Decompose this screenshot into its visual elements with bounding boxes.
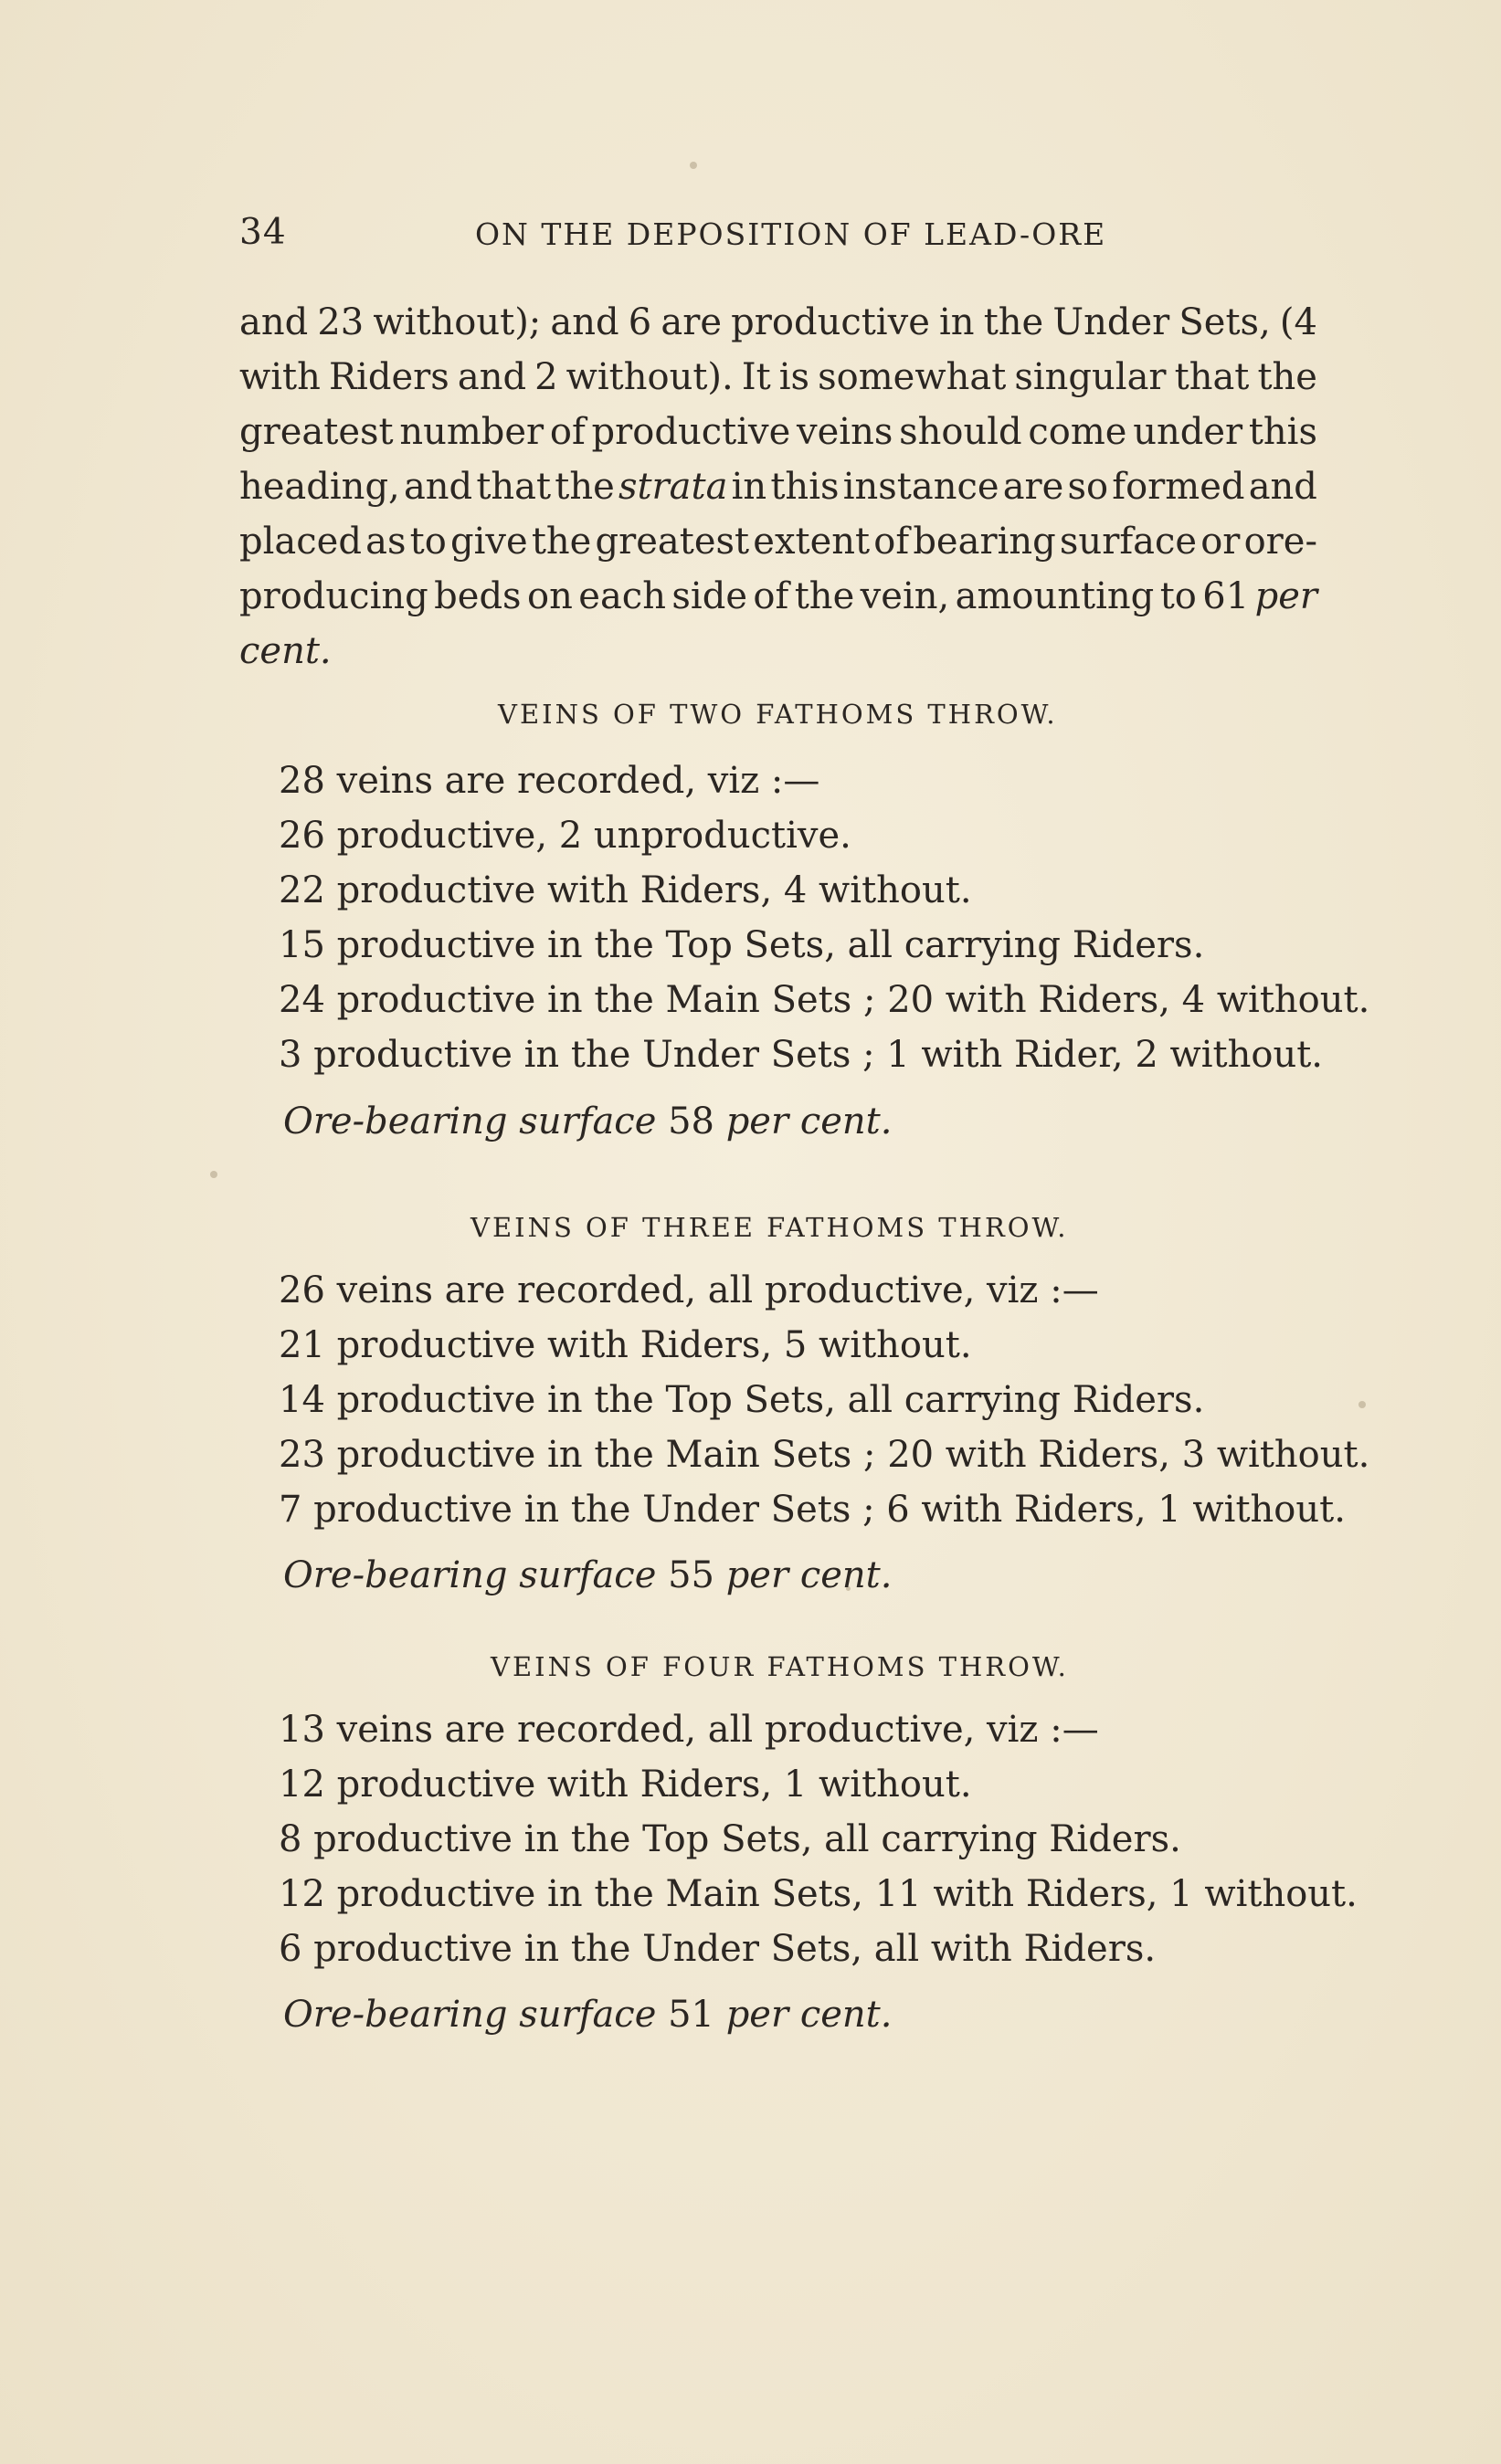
word: formed [1112,466,1245,508]
word: this [1248,411,1317,453]
word: and [457,356,527,398]
word: the [983,301,1044,343]
word: is [778,356,810,398]
paragraph-line [239,514,1317,569]
word: with [239,356,321,398]
word: somewhat [818,356,1007,398]
section-title: VEINS OF TWO FATHOMS THROW. [498,699,1058,730]
word: strata [618,466,728,508]
word: and [1248,466,1317,508]
list-item: 14 productive in the Top Sets, all carrying Riders. [279,1379,1205,1421]
word: in [731,466,767,508]
word: veins [797,411,893,453]
paragraph-line [239,569,1317,624]
entry-list [279,753,1369,1082]
word: the [555,466,615,508]
summary-value: 55 [668,1554,714,1596]
page-header [239,212,1317,267]
word: 23 [317,301,365,343]
word: that [1174,356,1250,398]
word: beds [434,575,522,617]
word: of [549,411,586,453]
intro-paragraph [239,295,1317,679]
word: without). [566,356,734,398]
word: vein, [860,575,950,617]
word: 2 [534,356,558,398]
word: productive [731,301,930,343]
summary-unit: per cent. [725,1554,893,1596]
list-item: 12 productive in the Main Sets, 11 with Riders, 1 without. [279,1873,1358,1915]
word: and [403,466,473,508]
word: Under [1052,301,1170,343]
word: of [873,521,910,563]
list-item: 28 veins are recorded, viz :— [279,760,820,802]
section-title: VEINS OF FOUR FATHOMS THROW. [491,1651,1069,1682]
paragraph-line [239,405,1317,459]
word: 6 [628,301,652,343]
summary-label: Ore-bearing surface [283,1994,657,2036]
word: cent. [239,630,332,672]
word: so [1067,466,1109,508]
running-head: ON THE DEPOSITION OF LEAD-ORE [475,216,1107,252]
summary-label: Ore-bearing surface [283,1100,657,1142]
word: Riders [328,356,449,398]
word: Sets, [1179,301,1271,343]
summary-line [283,1100,892,1142]
word: are [1002,466,1064,508]
list-item: 15 productive in the Top Sets, all carrying Riders. [279,924,1205,966]
list-item: 7 productive in the Under Sets ; 6 with Riders, 1 without. [279,1489,1346,1531]
entry-list [279,1702,1358,1976]
summary-value: 58 [668,1100,714,1142]
paragraph-line [239,624,1317,679]
list-item: 22 productive with Riders, 4 without. [279,869,972,911]
word: productive [591,411,791,453]
word: or [1200,521,1241,563]
word: should [899,411,1022,453]
summary-unit: per cent. [725,1100,893,1142]
list-item: 24 productive in the Main Sets ; 20 with Riders, 4 without. [279,979,1370,1021]
list-item: 26 veins are recorded, all productive, viz :— [279,1269,1099,1311]
word: amounting [955,575,1155,617]
word: greatest [239,411,394,453]
word: instance [842,466,999,508]
summary-label: Ore-bearing surface [283,1554,657,1596]
paragraph-line [239,350,1317,405]
word: bearing [913,521,1056,563]
word: give [449,521,528,563]
word: as [365,521,407,563]
word: and [550,301,619,343]
summary-line [283,1994,892,2036]
word: each [578,575,666,617]
page-number: 34 [239,212,287,253]
list-item: 23 productive in the Main Sets ; 20 with Riders, 3 without. [279,1434,1370,1476]
word: heading, [239,466,400,508]
word: are [661,301,723,343]
word: of [753,575,789,617]
word: (4 [1279,301,1317,343]
specks-mark [690,162,697,169]
entry-list [279,1263,1369,1537]
list-item: 12 productive with Riders, 1 without. [279,1764,972,1806]
word: number [399,411,544,453]
word: singular [1014,356,1167,398]
word: It [741,356,771,398]
word: 61 [1202,575,1250,617]
word: the [1257,356,1317,398]
word: ore- [1243,521,1317,563]
specks-mark [210,1171,217,1178]
list-item: 8 productive in the Top Sets, all carrying Riders. [279,1818,1181,1860]
summary-line [283,1554,892,1596]
word: placed [239,521,362,563]
list-item: 21 productive with Riders, 5 without. [279,1324,972,1366]
list-item: 13 veins are recorded, all productive, viz :— [279,1709,1099,1751]
word: the [531,521,592,563]
word: without); [373,301,542,343]
word: extent [753,521,871,563]
section-title: VEINS OF THREE FATHOMS THROW. [470,1212,1069,1243]
word: producing [239,575,428,617]
word: greatest [595,521,750,563]
word: that [476,466,552,508]
paragraph-line [239,459,1317,514]
word: to [1159,575,1197,617]
word: under [1133,411,1243,453]
summary-value: 51 [668,1994,714,2036]
word: come [1028,411,1127,453]
summary-unit: per cent. [725,1994,893,2036]
word: on [527,575,573,617]
list-item: 3 productive in the Under Sets ; 1 with Rider, 2 without. [279,1034,1324,1076]
word: side [671,575,747,617]
list-item: 26 productive, 2 unproductive. [279,815,851,857]
word: the [794,575,855,617]
word: surface [1059,521,1198,563]
list-item: 6 productive in the Under Sets, all with Riders. [279,1928,1157,1970]
paragraph-line [239,295,1317,350]
word: to [409,521,447,563]
word: and [239,301,309,343]
word: per [1254,575,1317,617]
word: in [939,301,975,343]
word: this [770,466,840,508]
